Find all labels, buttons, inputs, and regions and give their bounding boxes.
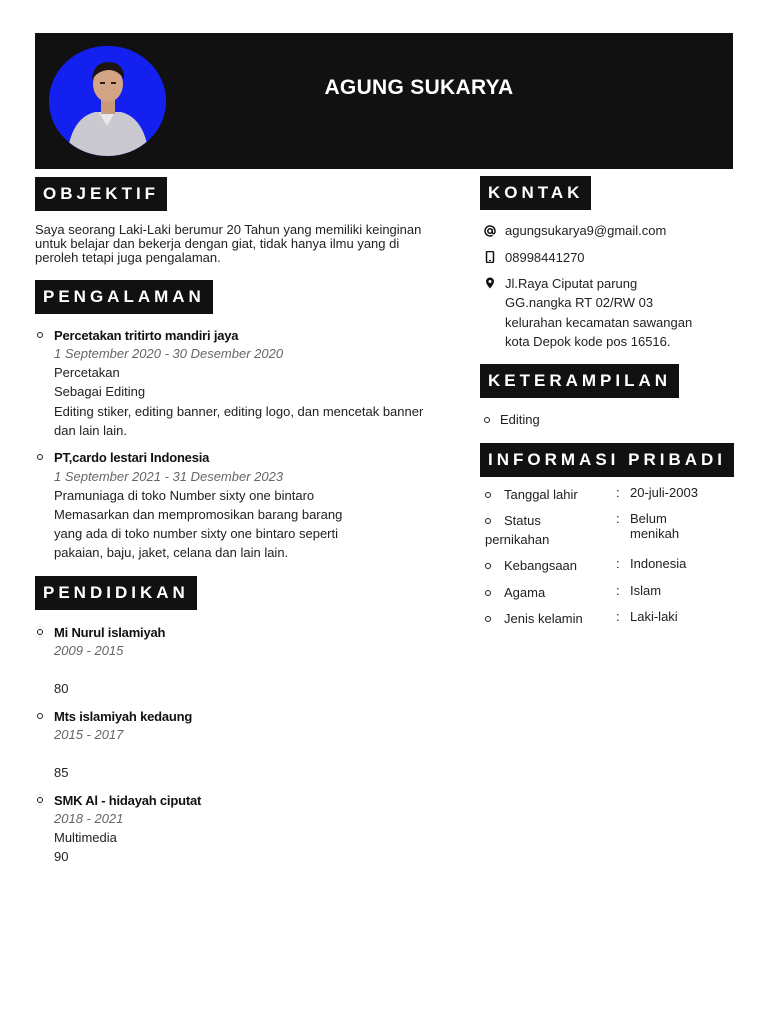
person-photo-icon: [49, 46, 166, 156]
experience-line: Sebagai Editing: [54, 384, 146, 399]
info-colon: :: [616, 485, 620, 500]
info-value: menikah: [630, 526, 680, 541]
bullet-icon: [485, 616, 491, 622]
experience-date: 1 September 2021 - 31 Desember 2023: [54, 469, 284, 484]
experience-line: dan lain lain.: [54, 423, 127, 438]
experience-line: pakaian, baju, jaket, celana dan lain lain.: [54, 545, 289, 560]
experience-line: Memasarkan dan mempromosikan barang barang: [54, 507, 343, 522]
education-date: 2009 - 2015: [54, 643, 124, 658]
info-label: Jenis kelamin: [504, 611, 583, 626]
bullet-icon: [485, 492, 491, 498]
bullet-icon: [485, 590, 491, 596]
section-title-pendidikan: PENDIDIKAN: [35, 576, 197, 610]
info-label: Kebangsaan: [504, 558, 578, 573]
bullet-icon: [485, 563, 491, 569]
bullet-icon: [37, 454, 43, 460]
info-label: pernikahan: [485, 532, 550, 547]
at-icon: [484, 225, 496, 237]
experience-title: Percetakan tritirto mandiri jaya: [54, 328, 239, 343]
bullet-icon: [37, 332, 43, 338]
info-value: Islam: [630, 583, 662, 598]
contact-email: agungsukarya9@gmail.com: [505, 223, 667, 238]
contact-address-line: GG.nangka RT 02/RW 03: [505, 295, 654, 310]
education-date: 2018 - 2021: [54, 811, 124, 826]
section-title-keterampilan: KETERAMPILAN: [480, 364, 679, 398]
contact-phone: 08998441270: [505, 250, 585, 265]
info-label: Tanggal lahir: [504, 487, 578, 502]
info-colon: :: [616, 511, 620, 526]
info-label: Agama: [504, 585, 546, 600]
section-title-kontak: KONTAK: [480, 176, 591, 210]
contact-address-line: kelurahan kecamatan sawangan: [505, 315, 693, 330]
objektif-line-1: Saya seorang Laki-Laki berumur 20 Tahun yang memiliki keinginan: [35, 222, 422, 237]
candidate-name: AGUNG SUKARYA: [324, 76, 514, 99]
experience-line: Pramuniaga di toko Number sixty one bintaro: [54, 488, 315, 503]
info-value: Belum: [630, 511, 667, 526]
section-title-pengalaman: PENGALAMAN: [35, 280, 213, 314]
experience-title: PT,cardo lestari Indonesia: [54, 450, 210, 465]
info-label: Status: [504, 513, 541, 528]
education-score: 90: [54, 849, 69, 864]
education-date: 2015 - 2017: [54, 727, 124, 742]
education-title: SMK Al - hidayah ciputat: [54, 793, 202, 808]
education-title: Mts islamiyah kedaung: [54, 709, 193, 724]
section-title-objektif: OBJEKTIF: [35, 177, 167, 211]
objektif-line-2: untuk belajar dan bekerja dengan giat, tidak hanya ilmu yang di: [35, 236, 400, 251]
info-value: Laki-laki: [630, 609, 678, 624]
experience-date: 1 September 2020 - 30 Desember 2020: [54, 346, 284, 361]
section-title-informasi-pribadi: INFORMASI PRIBADI: [480, 443, 734, 477]
objektif-line-3: peroleh tetapi juga pengalaman.: [35, 250, 221, 265]
bullet-icon: [37, 797, 43, 803]
bullet-icon: [37, 629, 43, 635]
info-colon: :: [616, 583, 620, 598]
experience-line: yang ada di toko number sixty one bintaro seperti: [54, 526, 339, 541]
info-colon: :: [616, 609, 620, 624]
bullet-icon: [485, 518, 491, 524]
contact-address-line: kota Depok kode pos 16516.: [505, 334, 671, 349]
info-value: Indonesia: [630, 556, 687, 571]
experience-line: Editing stiker, editing banner, editing logo, dan mencetak banner: [54, 404, 424, 419]
header-banner: [35, 33, 733, 169]
education-title: Mi Nurul islamiyah: [54, 625, 166, 640]
info-colon: :: [616, 556, 620, 571]
info-value: 20-juli-2003: [630, 485, 698, 500]
phone-icon: [484, 251, 496, 263]
education-score: 80: [54, 681, 69, 696]
experience-line: Percetakan: [54, 365, 120, 380]
education-score: 85: [54, 765, 69, 780]
education-major: Multimedia: [54, 830, 117, 845]
skill-item: Editing: [500, 412, 540, 427]
bullet-icon: [484, 417, 490, 423]
bullet-icon: [37, 713, 43, 719]
profile-photo: [49, 46, 166, 156]
location-pin-icon: [484, 277, 496, 289]
contact-address-line: Jl.Raya Ciputat parung: [505, 276, 638, 291]
